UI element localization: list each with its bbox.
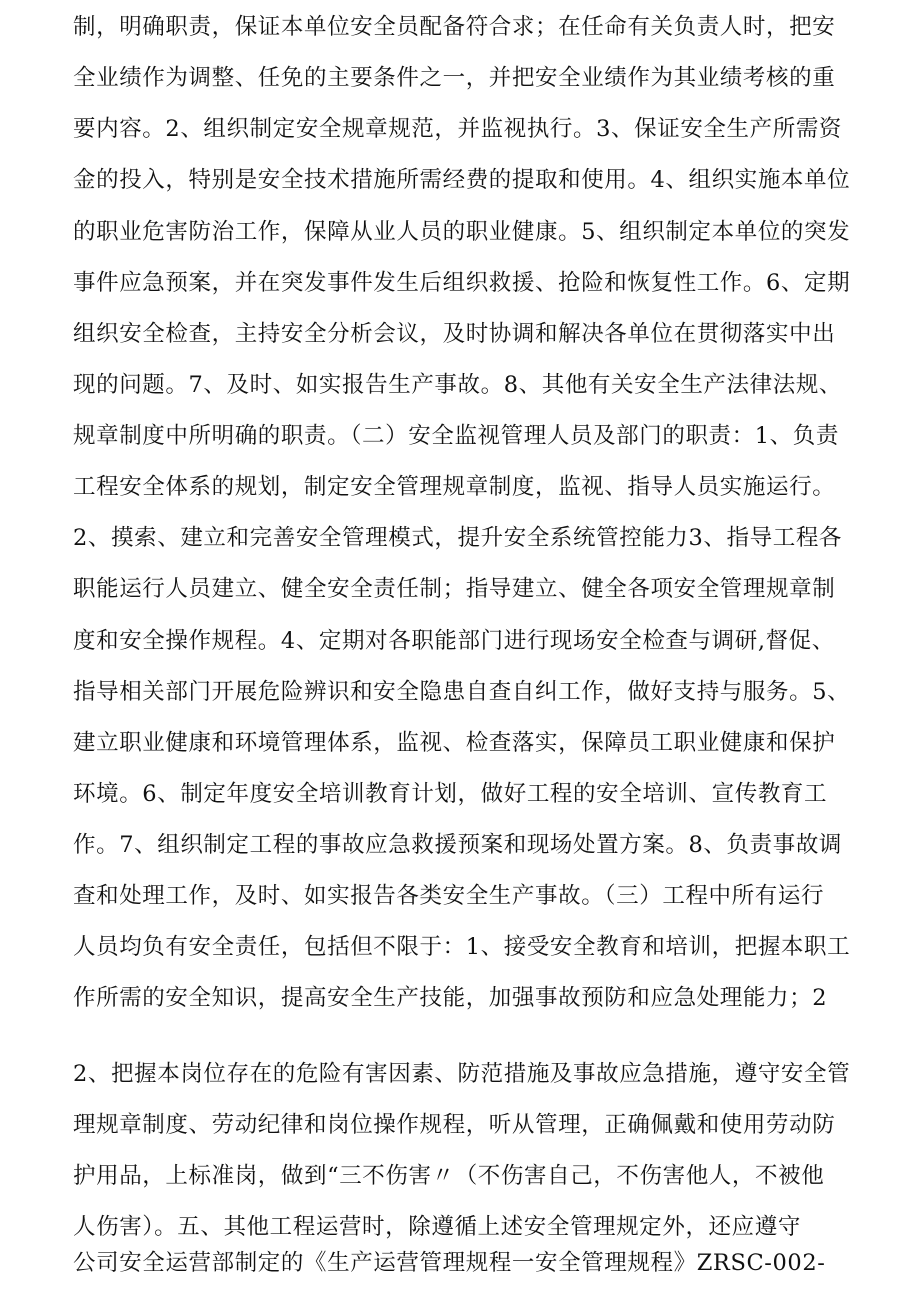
text-line: 组织安全检查，主持安全分析会议，及时协调和解决各单位在贯彻落实中出 xyxy=(73,321,836,347)
text-line: 要内容。2、组织制定安全规章规范，并监视执行。3、保证安全生产所需资 xyxy=(73,116,843,142)
text-line: 查和处理工作，及时、如实报告各类安全生产事故。（三）工程中所有运行 xyxy=(73,883,825,909)
text-line: 人员均负有安全责任，包括但不限于：1、接受安全教育和培训，把握本职工 xyxy=(73,934,851,960)
text-line: 作所需的安全知识，提高安全生产技能，加强事故预防和应急处理能力；2 xyxy=(73,985,828,1011)
text-line: 人伤害）。五、其他工程运营时，除遵循上述安全管理规定外，还应遵守 xyxy=(73,1214,801,1240)
text-line: 制，明确职责，保证本单位安全员配备符合求；在任命有关负责人时，把安 xyxy=(73,14,836,40)
text-line: 全业绩作为调整、任免的主要条件之一，并把安全业绩作为其业绩考核的重 xyxy=(73,65,836,91)
text-line: 2、摸索、建立和完善安全管理模式，提升安全系统管控能力3、指导工程各 xyxy=(73,525,843,551)
text-line: 事件应急预案，并在突发事件发生后组织救援、抢险和恢复性工作。6、定期 xyxy=(73,270,851,296)
text-line: 的职业危害防治工作，保障从业人员的职业健康。5、组织制定本单位的突发 xyxy=(73,219,851,245)
text-line: 公司安全运营部制定的《生产运营管理规程一安全管理规程》ZRSC-002- xyxy=(73,1250,826,1276)
text-line: 金的投入，特别是安全技术措施所需经费的提取和使用。4、组织实施本单位 xyxy=(73,167,851,193)
text-line: 建立职业健康和环境管理体系，监视、检查落实，保障员工职业健康和保护 xyxy=(73,730,836,756)
text-line: 职能运行人员建立、健全安全责任制；指导建立、健全各项安全管理规章制 xyxy=(73,576,836,602)
text-line: 2、把握本岗位存在的危险有害因素、防范措施及事故应急措施，遵守安全管 xyxy=(73,1061,851,1087)
text-line: 现的问题。7、及时、如实报告生产事故。8、其他有关安全生产法律法规、 xyxy=(73,372,843,398)
text-line: 理规章制度、劳动纪律和岗位操作规程，听从管理，正确佩戴和使用劳动防 xyxy=(73,1112,836,1138)
text-line: 环境。6、制定年度安全培训教育计划，做好工程的安全培训、宣传教育工 xyxy=(73,781,828,807)
text-line: 度和安全操作规程。4、定期对各职能部门进行现场安全检查与调研,督促、 xyxy=(73,628,835,654)
text-line: 规章制度中所明确的职责。（二）安全监视管理人员及部门的职责：1、负责 xyxy=(73,423,839,449)
text-line: 作。7、组织制定工程的事故应急救援预案和现场处置方案。8、负责事故调 xyxy=(73,832,843,858)
text-line: 指导相关部门开展危险辨识和安全隐患自查自纠工作，做好支持与服务。5、 xyxy=(73,679,851,705)
text-line: 护用品，上标准岗，做到“三不伤害〃（不伤害自己，不伤害他人，不被他 xyxy=(73,1163,825,1189)
text-line: 工程安全体系的规划，制定安全管理规章制度，监视、指导人员实施运行。 xyxy=(73,474,836,500)
